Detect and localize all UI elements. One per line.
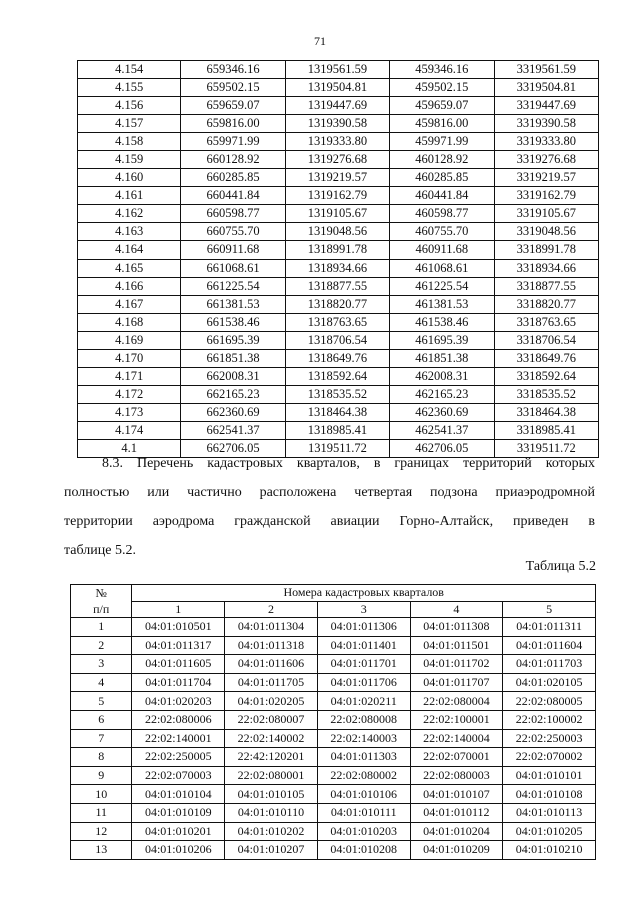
coordinate-cell: 3319561.59 <box>494 61 598 79</box>
table-row <box>78 385 599 403</box>
coordinate-cell: 659346.16 <box>181 61 285 79</box>
number-sign-label: № <box>95 586 107 600</box>
cadastral-number-cell: 22:02:070001 <box>410 748 503 767</box>
cadastral-number-cell: 04:01:011703 <box>503 655 596 674</box>
cadastral-number-cell: 04:01:010201 <box>132 822 225 841</box>
coordinate-cell: 461381.53 <box>390 295 494 313</box>
coordinate-cell: 3319048.56 <box>494 223 598 241</box>
cadastral-number-cell: 04:01:020203 <box>132 692 225 711</box>
coordinate-cell: 1318592.64 <box>285 367 389 385</box>
number-column-header <box>71 585 132 618</box>
coordinate-cell: 3319276.68 <box>494 151 598 169</box>
coordinate-cell: 460598.77 <box>390 205 494 223</box>
coordinate-cell: 1318763.65 <box>285 313 389 331</box>
row-number-cell: 11 <box>71 803 132 822</box>
coordinate-cell: 660441.84 <box>181 187 285 205</box>
paragraph-line-1: 8.3. Перечень кадастровых кварталов, в границах территорий которых <box>102 456 595 471</box>
cadastral-number-cell: 22:02:080004 <box>410 692 503 711</box>
coordinate-cell: 1319504.81 <box>285 79 389 97</box>
table-row <box>78 187 599 205</box>
coordinate-cell: 459659.07 <box>390 97 494 115</box>
table-row <box>78 151 599 169</box>
coordinate-cell: 3319511.72 <box>494 439 598 457</box>
point-number-cell: 4.157 <box>78 115 181 133</box>
coordinate-cell: 461068.61 <box>390 259 494 277</box>
table-row <box>78 403 599 421</box>
coordinates-table-body <box>78 61 599 458</box>
cadastral-number-cell: 04:01:010206 <box>132 841 225 860</box>
table-row <box>71 673 596 692</box>
coordinate-cell: 460441.84 <box>390 187 494 205</box>
coordinate-cell: 3319333.80 <box>494 133 598 151</box>
point-number-cell: 4.165 <box>78 259 181 277</box>
point-number-cell: 4.167 <box>78 295 181 313</box>
coordinate-cell: 1319162.79 <box>285 187 389 205</box>
column-header-5: 5 <box>503 601 596 618</box>
coordinate-cell: 1318934.66 <box>285 259 389 277</box>
coordinate-cell: 3319447.69 <box>494 97 598 115</box>
cadastral-number-cell: 04:01:010210 <box>503 841 596 860</box>
row-number-cell: 2 <box>71 636 132 655</box>
cadastral-number-cell: 04:01:010203 <box>317 822 410 841</box>
coordinate-cell: 3318592.64 <box>494 367 598 385</box>
cadastral-number-cell: 04:01:010205 <box>503 822 596 841</box>
coordinate-cell: 1318877.55 <box>285 277 389 295</box>
cadastral-number-cell: 22:42:120201 <box>225 748 318 767</box>
coordinate-cell: 662541.37 <box>181 421 285 439</box>
cadastral-number-cell: 04:01:011604 <box>503 636 596 655</box>
cadastral-number-cell: 04:01:020205 <box>225 692 318 711</box>
coordinate-cell: 1319276.68 <box>285 151 389 169</box>
coordinate-cell: 1318985.41 <box>285 421 389 439</box>
table-row <box>78 205 599 223</box>
coordinate-cell: 1319048.56 <box>285 223 389 241</box>
cadastral-number-cell: 04:01:011318 <box>225 636 318 655</box>
coordinate-cell: 1318464.38 <box>285 403 389 421</box>
cadastral-number-cell: 04:01:011306 <box>317 618 410 637</box>
coordinate-cell: 660755.70 <box>181 223 285 241</box>
coordinate-cell: 3318991.78 <box>494 241 598 259</box>
coordinate-cell: 460285.85 <box>390 169 494 187</box>
cadastral-number-cell: 04:01:011317 <box>132 636 225 655</box>
cadastral-number-cell: 04:01:011702 <box>410 655 503 674</box>
coordinate-cell: 3318820.77 <box>494 295 598 313</box>
point-number-cell: 4.162 <box>78 205 181 223</box>
coordinates-table <box>77 60 599 458</box>
coordinate-cell: 3318535.52 <box>494 385 598 403</box>
cadastral-number-cell: 04:01:011704 <box>132 673 225 692</box>
coordinate-cell: 1319447.69 <box>285 97 389 115</box>
page-number: 71 <box>314 34 326 48</box>
cadastral-number-cell: 22:02:080007 <box>225 710 318 729</box>
coordinate-cell: 661068.61 <box>181 259 285 277</box>
table-row <box>78 133 599 151</box>
point-number-cell: 4.168 <box>78 313 181 331</box>
point-number-cell: 4.166 <box>78 277 181 295</box>
coordinate-cell: 1318535.52 <box>285 385 389 403</box>
coordinate-cell: 662706.05 <box>181 439 285 457</box>
coordinate-cell: 461851.38 <box>390 349 494 367</box>
cadastral-number-cell: 04:01:011606 <box>225 655 318 674</box>
paragraph-line-3: территории аэродрома гражданской авиации Горно-Алтайск, приведен в <box>64 514 595 529</box>
point-number-cell: 4.169 <box>78 331 181 349</box>
paragraph-line-4: таблице 5.2. <box>64 543 136 558</box>
cadastral-number-cell: 22:02:080008 <box>317 710 410 729</box>
table-row <box>71 785 596 804</box>
cadastral-number-cell: 04:01:010105 <box>225 785 318 804</box>
point-number-cell: 4.172 <box>78 385 181 403</box>
point-number-cell: 4.170 <box>78 349 181 367</box>
coordinate-cell: 3318464.38 <box>494 403 598 421</box>
cadastral-number-cell: 04:01:010209 <box>410 841 503 860</box>
coordinate-cell: 660285.85 <box>181 169 285 187</box>
cadastral-number-cell: 22:02:080006 <box>132 710 225 729</box>
row-number-cell: 8 <box>71 748 132 767</box>
column-header-3: 3 <box>317 601 410 618</box>
table-row <box>78 367 599 385</box>
cadastral-number-cell: 04:01:011311 <box>503 618 596 637</box>
cadastral-number-cell: 04:01:010111 <box>317 803 410 822</box>
coordinate-cell: 462008.31 <box>390 367 494 385</box>
coordinate-cell: 659659.07 <box>181 97 285 115</box>
cadastral-number-cell: 22:02:070003 <box>132 766 225 785</box>
coordinate-cell: 3318706.54 <box>494 331 598 349</box>
point-number-cell: 4.154 <box>78 61 181 79</box>
cadastral-number-cell: 22:02:100001 <box>410 710 503 729</box>
row-number-cell: 3 <box>71 655 132 674</box>
coordinate-cell: 659502.15 <box>181 79 285 97</box>
coordinate-cell: 459346.16 <box>390 61 494 79</box>
cadastral-number-cell: 04:01:020105 <box>503 673 596 692</box>
cadastral-number-cell: 04:01:010207 <box>225 841 318 860</box>
cadastral-number-cell: 04:01:011401 <box>317 636 410 655</box>
coordinate-cell: 3318649.76 <box>494 349 598 367</box>
table-row <box>78 241 599 259</box>
column-header-4: 4 <box>410 601 503 618</box>
cadastral-number-cell: 22:02:140001 <box>132 729 225 748</box>
row-number-cell: 10 <box>71 785 132 804</box>
point-number-cell: 4.1 <box>78 439 181 457</box>
cadastral-number-cell: 22:02:070002 <box>503 748 596 767</box>
row-number-cell: 6 <box>71 710 132 729</box>
point-number-cell: 4.173 <box>78 403 181 421</box>
point-number-cell: 4.158 <box>78 133 181 151</box>
coordinate-cell: 1319561.59 <box>285 61 389 79</box>
cadastral-number-cell: 04:01:011706 <box>317 673 410 692</box>
coordinate-cell: 461538.46 <box>390 313 494 331</box>
cadastral-quarters-group-header: Номера кадастровых кварталов <box>132 585 596 602</box>
coordinate-cell: 1318991.78 <box>285 241 389 259</box>
coordinate-cell: 3318877.55 <box>494 277 598 295</box>
cadastral-quarters-table <box>70 584 596 860</box>
coordinate-cell: 661695.39 <box>181 331 285 349</box>
coordinate-cell: 459502.15 <box>390 79 494 97</box>
cadastral-number-cell: 04:01:011605 <box>132 655 225 674</box>
row-number-cell: 5 <box>71 692 132 711</box>
coordinate-cell: 460128.92 <box>390 151 494 169</box>
cadastral-number-cell: 22:02:250003 <box>503 729 596 748</box>
cadastral-number-cell: 04:01:010112 <box>410 803 503 822</box>
table-row <box>71 655 596 674</box>
coordinate-cell: 3319162.79 <box>494 187 598 205</box>
table-row <box>78 115 599 133</box>
coordinate-cell: 662360.69 <box>181 403 285 421</box>
cadastral-number-cell: 04:01:020211 <box>317 692 410 711</box>
coordinate-cell: 3319105.67 <box>494 205 598 223</box>
coordinate-cell: 3319219.57 <box>494 169 598 187</box>
cadastral-number-cell: 22:02:080001 <box>225 766 318 785</box>
table-row <box>78 97 599 115</box>
point-number-cell: 4.155 <box>78 79 181 97</box>
coordinate-cell: 1319511.72 <box>285 439 389 457</box>
coordinate-cell: 659816.00 <box>181 115 285 133</box>
cadastral-number-cell: 22:02:140003 <box>317 729 410 748</box>
cadastral-number-cell: 04:01:010108 <box>503 785 596 804</box>
table-caption: Таблица 5.2 <box>525 559 596 574</box>
cadastral-number-cell: 04:01:010113 <box>503 803 596 822</box>
table-row <box>71 841 596 860</box>
row-number-cell: 1 <box>71 618 132 637</box>
cadastral-number-cell: 04:01:010501 <box>132 618 225 637</box>
cadastral-number-cell: 04:01:010109 <box>132 803 225 822</box>
cadastral-number-cell: 22:02:080003 <box>410 766 503 785</box>
table-row <box>71 822 596 841</box>
table-row <box>78 295 599 313</box>
table-row <box>71 692 596 711</box>
coordinate-cell: 462541.37 <box>390 421 494 439</box>
coordinate-cell: 3318934.66 <box>494 259 598 277</box>
coordinate-cell: 660598.77 <box>181 205 285 223</box>
cadastral-number-cell: 04:01:011304 <box>225 618 318 637</box>
cadastral-table-body <box>71 618 596 860</box>
coordinate-cell: 462360.69 <box>390 403 494 421</box>
table-row <box>78 331 599 349</box>
row-number-cell: 13 <box>71 841 132 860</box>
coordinate-cell: 1319219.57 <box>285 169 389 187</box>
coordinate-cell: 662008.31 <box>181 367 285 385</box>
point-number-cell: 4.174 <box>78 421 181 439</box>
table-row <box>78 349 599 367</box>
coordinate-cell: 3318985.41 <box>494 421 598 439</box>
cadastral-number-cell: 22:02:140002 <box>225 729 318 748</box>
coordinate-cell: 1318820.77 <box>285 295 389 313</box>
cadastral-number-cell: 04:01:010208 <box>317 841 410 860</box>
coordinate-cell: 462165.23 <box>390 385 494 403</box>
column-header-2: 2 <box>225 601 318 618</box>
coordinate-cell: 1319390.58 <box>285 115 389 133</box>
cadastral-number-cell: 22:02:080002 <box>317 766 410 785</box>
table-row <box>78 169 599 187</box>
coordinate-cell: 1319333.80 <box>285 133 389 151</box>
coordinate-cell: 461695.39 <box>390 331 494 349</box>
table-row <box>71 729 596 748</box>
coordinate-cell: 661538.46 <box>181 313 285 331</box>
cadastral-number-cell: 04:01:011303 <box>317 748 410 767</box>
row-number-cell: 12 <box>71 822 132 841</box>
coordinate-cell: 459971.99 <box>390 133 494 151</box>
coordinate-cell: 661225.54 <box>181 277 285 295</box>
table-row <box>78 259 599 277</box>
table-row <box>78 277 599 295</box>
column-header-1: 1 <box>132 601 225 618</box>
point-number-cell: 4.164 <box>78 241 181 259</box>
coordinate-cell: 460755.70 <box>390 223 494 241</box>
cadastral-number-cell: 22:02:250005 <box>132 748 225 767</box>
cadastral-number-cell: 04:01:010101 <box>503 766 596 785</box>
cadastral-number-cell: 22:02:100002 <box>503 710 596 729</box>
point-number-cell: 4.156 <box>78 97 181 115</box>
cadastral-number-cell: 04:01:010107 <box>410 785 503 804</box>
cadastral-number-cell: 04:01:011308 <box>410 618 503 637</box>
coordinate-cell: 659971.99 <box>181 133 285 151</box>
cadastral-number-cell: 04:01:010204 <box>410 822 503 841</box>
table-row <box>78 79 599 97</box>
cadastral-number-cell: 04:01:010106 <box>317 785 410 804</box>
row-number-cell: 4 <box>71 673 132 692</box>
coordinate-cell: 461225.54 <box>390 277 494 295</box>
point-number-cell: 4.171 <box>78 367 181 385</box>
row-number-cell: 7 <box>71 729 132 748</box>
coordinate-cell: 1318706.54 <box>285 331 389 349</box>
cadastral-number-cell: 04:01:010110 <box>225 803 318 822</box>
paragraph-line-2: полностью или частично расположена четвертая подзона приаэродромной <box>64 485 595 500</box>
coordinate-cell: 3319504.81 <box>494 79 598 97</box>
cadastral-number-cell: 04:01:011705 <box>225 673 318 692</box>
row-number-cell: 9 <box>71 766 132 785</box>
coordinate-cell: 662165.23 <box>181 385 285 403</box>
cadastral-number-cell: 04:01:011707 <box>410 673 503 692</box>
cadastral-number-cell: 22:02:080005 <box>503 692 596 711</box>
coordinate-cell: 3319390.58 <box>494 115 598 133</box>
coordinate-cell: 460911.68 <box>390 241 494 259</box>
cadastral-number-cell: 04:01:010104 <box>132 785 225 804</box>
point-number-cell: 4.161 <box>78 187 181 205</box>
table-row <box>71 636 596 655</box>
point-number-cell: 4.163 <box>78 223 181 241</box>
table-row <box>78 313 599 331</box>
cadastral-number-cell: 04:01:011701 <box>317 655 410 674</box>
table-row <box>71 618 596 637</box>
coordinate-cell: 459816.00 <box>390 115 494 133</box>
table-row <box>78 61 599 79</box>
table-row <box>71 803 596 822</box>
cadastral-number-cell: 04:01:010202 <box>225 822 318 841</box>
table-row <box>78 421 599 439</box>
table-row <box>71 766 596 785</box>
coordinate-cell: 1318649.76 <box>285 349 389 367</box>
coordinate-cell: 462706.05 <box>390 439 494 457</box>
coordinate-cell: 660911.68 <box>181 241 285 259</box>
item-number-label: п/п <box>93 602 110 616</box>
table-row <box>78 223 599 241</box>
coordinate-cell: 660128.92 <box>181 151 285 169</box>
coordinate-cell: 661381.53 <box>181 295 285 313</box>
coordinate-cell: 1319105.67 <box>285 205 389 223</box>
point-number-cell: 4.160 <box>78 169 181 187</box>
point-number-cell: 4.159 <box>78 151 181 169</box>
cadastral-number-cell: 04:01:011501 <box>410 636 503 655</box>
coordinate-cell: 661851.38 <box>181 349 285 367</box>
table-row <box>71 748 596 767</box>
cadastral-number-cell: 22:02:140004 <box>410 729 503 748</box>
table-row <box>71 710 596 729</box>
coordinate-cell: 3318763.65 <box>494 313 598 331</box>
